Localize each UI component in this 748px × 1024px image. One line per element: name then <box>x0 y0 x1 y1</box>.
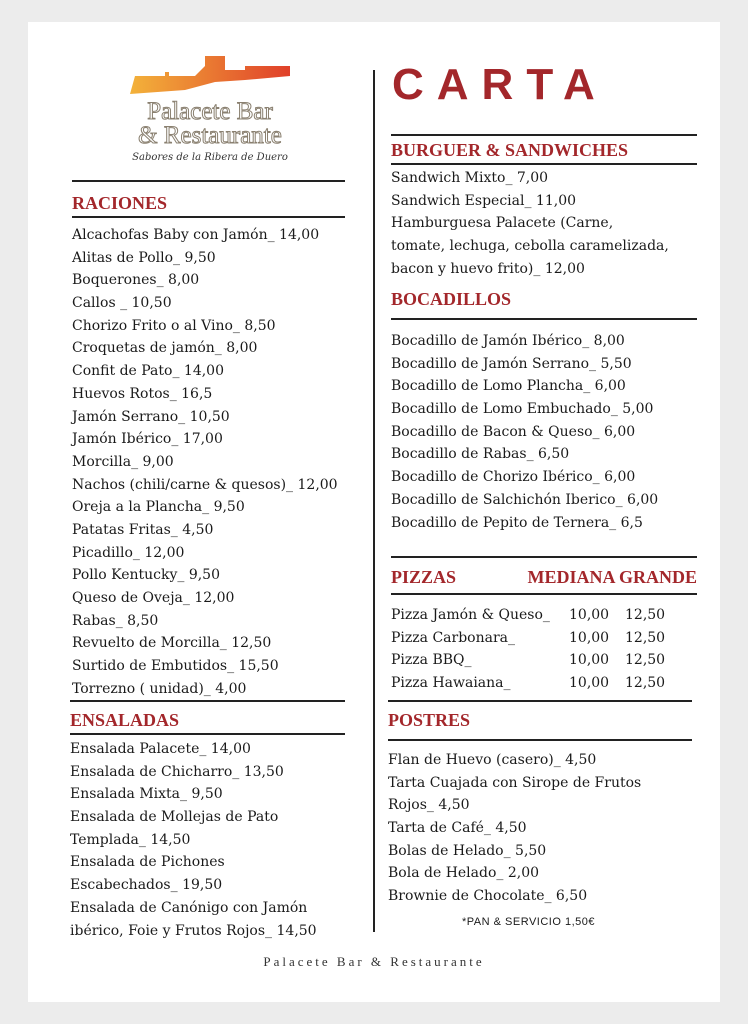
menu-item: Templada_ 14,50 <box>70 831 191 848</box>
menu-item: Jamón Serrano_ 10,50 <box>72 408 230 425</box>
menu-item: Huevos Rotos_ 16,5 <box>72 385 213 402</box>
menu-item: Oreja a la Plancha_ 9,50 <box>72 499 245 516</box>
menu-item: Escabechados_ 19,50 <box>70 877 223 894</box>
menu-item: Bocadillo de Salchichón Iberico_ 6,00 <box>391 491 659 508</box>
pizza-mediana: 10,00 <box>569 607 610 623</box>
bocadillos-section <box>391 288 697 534</box>
divider <box>70 733 345 735</box>
pizza-grande: 12,50 <box>625 675 666 692</box>
divider <box>72 180 345 182</box>
menu-item: Sandwich Especial_ 11,00 <box>391 192 577 209</box>
pizza-name: Pizza Jamón & Queso_ <box>391 607 550 623</box>
menu-item: Callos _ 10,50 <box>72 295 172 312</box>
menu-item: Alitas de Pollo_ 9,50 <box>72 249 216 266</box>
pizza-header <box>391 566 697 588</box>
pizza-name: Pizza BBQ_ <box>391 652 472 669</box>
menu-item: Flan de Huevo (casero)_ 4,50 <box>388 752 597 768</box>
burguer-section <box>391 134 697 280</box>
menu-item: Croquetas de jamón_ 8,00 <box>72 340 258 357</box>
menu-item: Ensalada Mixta_ 9,50 <box>70 786 223 803</box>
menu-item: Bocadillo de Rabas_ 6,50 <box>391 446 570 463</box>
divider <box>388 700 692 702</box>
footer: Palacete Bar & Restaurante <box>263 954 485 969</box>
service-note: *PAN & SERVICIO 1,50€ <box>462 916 595 928</box>
column-divider <box>373 70 375 932</box>
divider <box>391 593 697 595</box>
menu-item: Sandwich Mixto_ 7,00 <box>391 170 549 186</box>
menu-item: Jamón Ibérico_ 17,00 <box>72 431 223 448</box>
menu-item: Brownie de Chocolate_ 6,50 <box>388 888 588 905</box>
section-heading: BOCADILLOS <box>391 289 512 309</box>
menu-item: Bocadillo de Chorizo Ibérico_ 6,00 <box>391 469 636 486</box>
section-heading: RACIONES <box>72 193 168 213</box>
divider <box>391 318 697 320</box>
restaurant-logo <box>120 56 300 166</box>
logo-tagline: Sabores de la Ribera de Duero <box>132 152 288 163</box>
divider <box>391 163 697 165</box>
menu-item: Revuelto de Morcilla_ 12,50 <box>72 635 272 652</box>
menu-item: Torrezno ( unidad)_ 4,00 <box>72 680 247 697</box>
menu-item: Ensalada de Pichones <box>70 854 225 871</box>
pizza-row <box>391 604 697 627</box>
section-heading: ENSALADAS <box>70 710 180 730</box>
divider <box>72 216 345 218</box>
pizza-grande: 12,50 <box>625 629 666 646</box>
pizza-mediana: 10,00 <box>569 675 610 692</box>
menu-item: Bocadillo de Jamón Ibérico_ 8,00 <box>391 333 625 349</box>
logo-line2: & Restaurante <box>138 122 282 149</box>
menu-item: Nachos (chili/carne & quesos)_ 12,00 <box>72 476 338 493</box>
menu-item: Alcachofas Baby con Jamón_ 14,00 <box>72 227 320 243</box>
menu-item: tomate, lechuga, cebolla caramelizada, <box>391 238 669 255</box>
menu-item: Boquerones_ 8,00 <box>72 272 200 289</box>
menu-item: Morcilla_ 9,00 <box>72 453 174 470</box>
pizza-name: Pizza Carbonara_ <box>391 629 515 646</box>
section-heading: BURGUER & SANDWICHES <box>391 140 629 160</box>
menu-item: Queso de Oveja_ 12,00 <box>72 590 235 606</box>
menu-item: Ensalada de Chicharro_ 13,50 <box>70 763 284 780</box>
pizza-row <box>391 649 697 672</box>
menu-item: Bola de Helado_ 2,00 <box>388 865 540 882</box>
pizza-mediana: 10,00 <box>569 629 610 646</box>
col-grande: GRANDE <box>618 567 697 587</box>
pizza-grande: 12,50 <box>625 652 666 669</box>
menu-item: Confit de Pato_ 14,00 <box>72 363 224 380</box>
ensaladas-section <box>70 700 345 942</box>
menu-item: Pollo Kentucky_ 9,50 <box>72 567 220 584</box>
menu-item: Tarta Cuajada con Sirope de Frutos <box>388 774 642 791</box>
menu-item: Ensalada de Canónigo con Jamón <box>70 899 308 916</box>
menu-item: Tarta de Café_ 4,50 <box>388 820 527 837</box>
divider <box>70 700 345 702</box>
pizzas-section <box>391 556 697 695</box>
menu-item: Rojos_ 4,50 <box>388 797 470 814</box>
menu-item: Bocadillo de Jamón Serrano_ 5,50 <box>391 355 632 372</box>
menu-item: Bocadillo de Lomo Embuchado_ 5,00 <box>391 401 654 418</box>
logo-line1: Palacete Bar <box>147 98 273 125</box>
menu-item: Picadillo_ 12,00 <box>72 544 185 561</box>
menu-item: Bolas de Helado_ 5,50 <box>388 842 547 859</box>
menu-item: Hamburguesa Palacete (Carne, <box>391 215 614 232</box>
castle-icon <box>125 56 295 96</box>
menu-item: Ensalada Palacete_ 14,00 <box>70 741 251 757</box>
divider <box>391 134 697 136</box>
menu-item: Patatas Fritas_ 4,50 <box>72 521 214 538</box>
pizza-row <box>391 627 697 650</box>
menu-item: Rabas_ 8,50 <box>72 612 159 629</box>
raciones-section <box>72 180 345 700</box>
menu-item: Ensalada de Mollejas de Pato <box>70 809 279 826</box>
pizza-row <box>391 672 697 695</box>
col-mediana: MEDIANA <box>527 567 615 587</box>
menu-item: bacon y huevo frito)_ 12,00 <box>391 260 585 277</box>
page-title: CARTA <box>392 60 608 109</box>
section-heading: POSTRES <box>388 710 471 730</box>
postres-section <box>388 700 692 908</box>
menu-item: Bocadillo de Pepito de Ternera_ 6,5 <box>391 514 643 531</box>
pizza-grande: 12,50 <box>625 607 666 623</box>
menu-item: Surtido de Embutidos_ 15,50 <box>72 658 279 675</box>
divider <box>391 556 697 558</box>
menu-item: ibérico, Foie y Frutos Rojos_ 14,50 <box>70 922 317 939</box>
menu-item: Bocadillo de Bacon & Queso_ 6,00 <box>391 423 636 440</box>
section-heading: PIZZAS <box>391 567 457 587</box>
pizza-name: Pizza Hawaiana_ <box>391 675 511 692</box>
menu-item: Chorizo Frito o al Vino_ 8,50 <box>72 317 276 334</box>
menu-item: Bocadillo de Lomo Plancha_ 6,00 <box>391 378 626 395</box>
pizza-mediana: 10,00 <box>569 652 610 669</box>
divider <box>388 739 692 741</box>
